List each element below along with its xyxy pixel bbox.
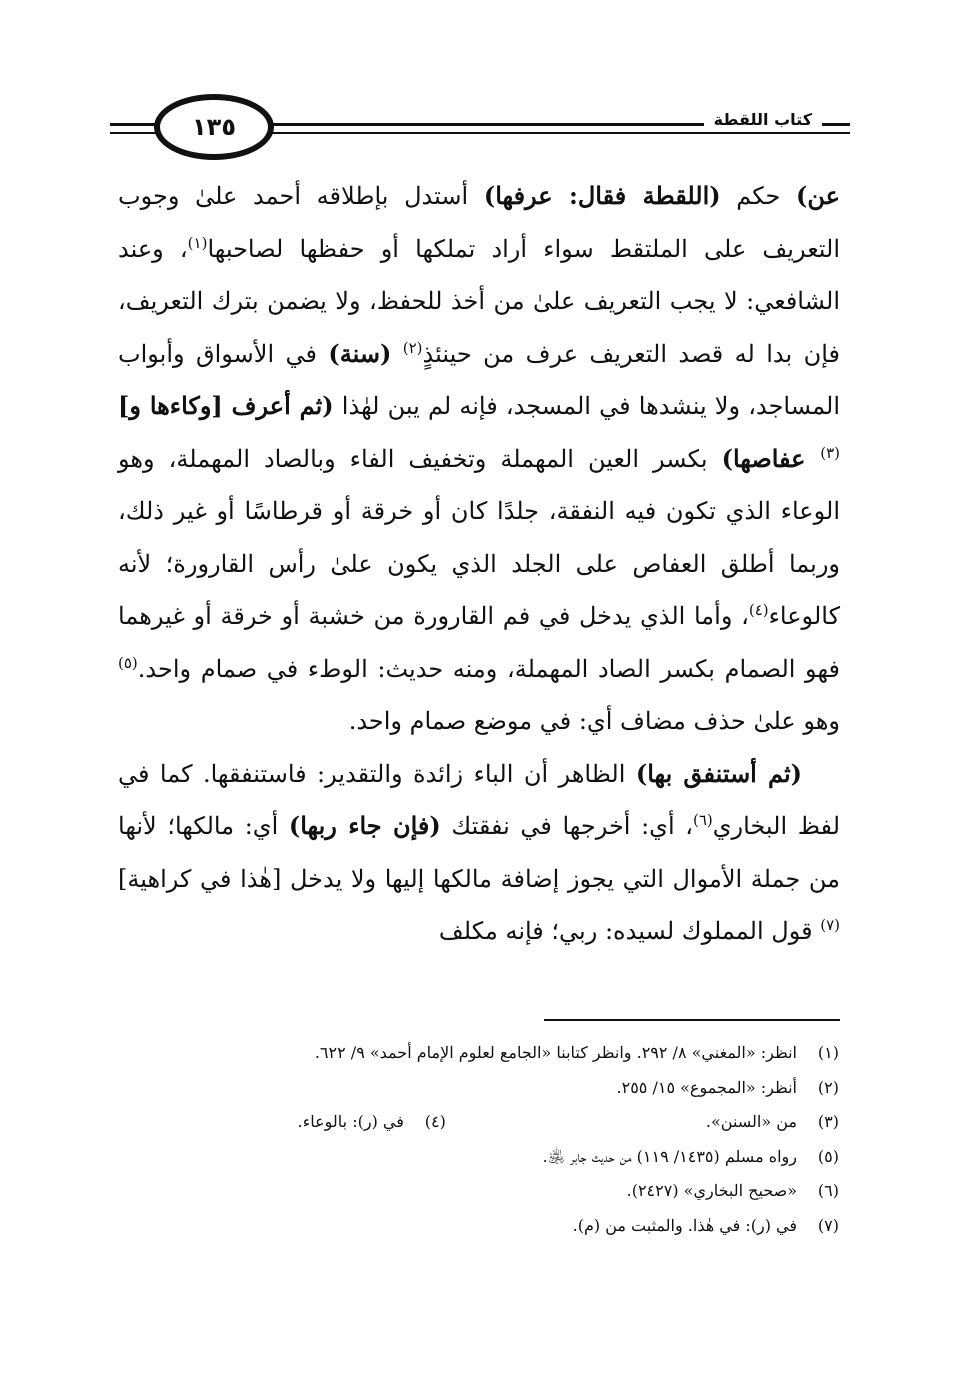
footnote-text: رواه مسلم (١٤٣٥/ ١١٩) من حديث جابر ﵁. (542, 1146, 797, 1166)
bold-phrase: (ثم أعرف [وكاءها و] (118, 391, 334, 420)
footnote-number: (٦) (817, 1181, 839, 1200)
text-run: الظاهر أن الباء زائدة والتقدير: فاستنفقها. كما في لفظ البخاري (118, 759, 840, 840)
footnote-row (117, 1071, 839, 1106)
footnote-2 (617, 1071, 840, 1106)
footnote-ref: (٤) (748, 601, 769, 619)
footnote-1 (315, 1036, 839, 1071)
footnote-number: (٣) (817, 1112, 839, 1131)
footnote-6 (627, 1174, 839, 1209)
footnote-ref: (٧) (820, 916, 840, 934)
bold-phrase: (اللقطة فقال: عرفها) (483, 181, 721, 210)
text-run: أي: مالكها؛ لأنها من جملة الأموال التي يجوز إضافة مالكها إليها ولا يدخل [هٰذا في كراهية] (118, 812, 840, 893)
footnotes (117, 1036, 839, 1243)
footnote-7 (573, 1209, 839, 1244)
footnote-4 (298, 1105, 446, 1140)
footnote-3 (706, 1105, 839, 1140)
bold-phrase: (فإن جاء ربها) (288, 811, 441, 840)
footnote-number: (١) (817, 1043, 839, 1062)
footnote-text: من «السنن». (705, 1112, 797, 1131)
text-run: في الأسواق وأبواب المساجد، ولا ينشدها في المسجد، فإنه لم يبن لهٰذا (118, 339, 840, 420)
bold-phrase: عن) (796, 181, 840, 210)
paragraph-2 (118, 748, 840, 958)
bold-phrase: عفاصها) (721, 443, 821, 473)
text-run: ، وعند الشافعي: لا يجب التعريف علىٰ من أخذ للحفظ، ولا يضمن بترك التعريف، فإن بدا له قصد التعريف عرف من حينئذٍ (118, 234, 840, 368)
text-run: ، أي: أخرجها في نفقتك (440, 812, 693, 840)
text-run (391, 340, 402, 368)
footnote-text: «صحيح البخاري» (٢٤٢٧). (626, 1181, 797, 1200)
page-number-badge (154, 94, 274, 160)
footnote-number: (٢) (817, 1077, 839, 1097)
bold-phrase: (ثم أستنفق بها) (635, 758, 803, 788)
footnote-row (117, 1036, 839, 1071)
paragraph-1 (118, 170, 840, 748)
footnote-ref: (٣) (820, 443, 840, 462)
page-number: ١٣٥ (192, 113, 236, 141)
footnote-5 (543, 1140, 839, 1175)
footnote-row (117, 1140, 839, 1175)
footnote-ref: (٦) (692, 811, 713, 829)
text-run: حكم (720, 182, 797, 210)
footnote-ref: (٢) (402, 338, 423, 357)
text-run: ، وأما الذي يدخل في فم القارورة من خشبة أو خرقة أو غيرهما فهو الصمام بكسر الصاد المهملة، ومنه حديث: الوطء في صمام واحد. (118, 602, 840, 683)
text-run: قول المملوك لسيده: ربي؛ فإنه مكلف (438, 917, 821, 945)
footnote-text: في (ر): في هٰذا. والمثبت من (م). (572, 1215, 797, 1235)
main-text (118, 170, 840, 958)
footnote-text: في (ر): بالوعاء. (297, 1112, 404, 1131)
footnote-row (117, 1174, 839, 1209)
text-run: وهو علىٰ حذف مضاف أي: في موضع صمام واحد. (348, 707, 840, 735)
page-header (110, 92, 850, 168)
running-title: كتاب اللقطة (704, 110, 822, 129)
footnote-ref: (١) (187, 233, 208, 252)
footnote-separator (544, 1019, 840, 1021)
text-run: أستدل بإطلاقه أحمد علىٰ وجوب التعريف على الملتقط سواء أراد تملكها أو حفظها لصاحبها (118, 182, 840, 263)
footnote-ref: (٥) (118, 653, 138, 672)
footnote-number: (٥) (817, 1146, 839, 1166)
footnote-number: (٤) (424, 1112, 446, 1131)
footnote-number: (٧) (817, 1215, 839, 1235)
bold-phrase: (سنة) (328, 338, 392, 368)
footnote-row (117, 1209, 839, 1244)
footnote-text: أنظر: «المجموع» ١٥/ ٢٥٥. (616, 1077, 797, 1097)
footnote-text: انظر: «المغني» ٨/ ٢٩٢. وانظر كتابنا «الجامع لعلوم الإمام أحمد» ٩/ ٦٢٢. (314, 1043, 797, 1062)
footnote-row (117, 1105, 839, 1140)
text-run: بكسر العين المهملة وتخفيف الفاء وبالصاد المهملة، وهو الوعاء الذي تكون فيه النفقة، جلدًا كان أو خرقة أو قرطاسًا أو غير ذلك، وربما أطلق العفاص على الجلد الذي يكون علىٰ رأس القارورة؛ لأنه كالوعاء (118, 444, 840, 630)
